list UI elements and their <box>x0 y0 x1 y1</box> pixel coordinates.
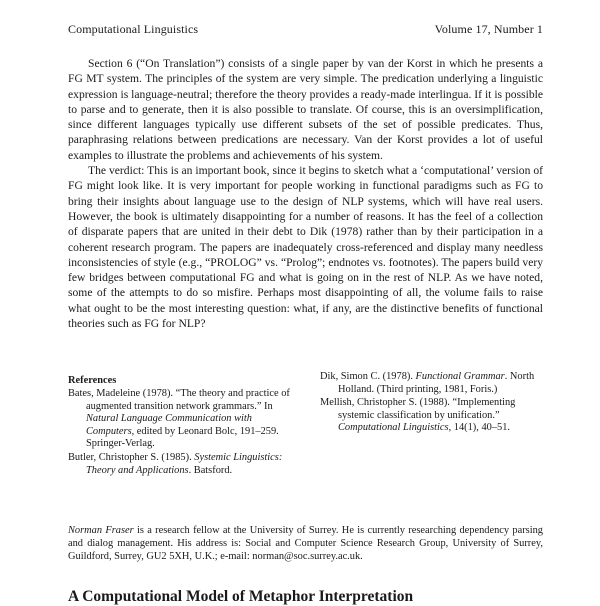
reference-item: Butler, Christopher S. (1985). Systemic Linguistics: Theory and Applications. Batsford. <box>68 451 283 476</box>
references-heading: References <box>68 375 117 386</box>
reference-item: Dik, Simon C. (1978). Functional Grammar. North Holland. (Third printing, 1981, Foris.) <box>320 371 535 395</box>
review-body <box>68 56 543 331</box>
next-article-title: A Computational Model of Metaphor Interpretation <box>68 588 414 605</box>
volume-number: Volume 17, Number 1 <box>434 22 543 36</box>
references-column-right <box>320 371 543 436</box>
running-head <box>68 22 543 36</box>
paragraph-translation-section: Section 6 (“On Translation”) consists of a single paper by van der Korst in which he presents a FG MT system. The principles of the system are very simple. The predication underlying a linguistic expression is language-neutral; therefore the theory provides a ready-made interlingua. If it is possible to parse and to generate, then it is also possible to translate. Of course, this is an oversimplification, since different languages typically use different subsets of the set of possible predicates. Thus, paraphrasing relations between predications are necessary. Van der Korst provides a lot of useful examples to illustrate the problems and achievements of his system. <box>68 57 543 162</box>
author-name: Norman Fraser <box>68 525 134 536</box>
journal-name: Computational Linguistics <box>68 22 199 36</box>
author-note-text: is a research fellow at the University of Surrey. He is currently researching dependency parsing and dialog management. His address is: Social and Computer Science Research Group, University of Surrey, Guildford, Surrey, GU2 5XH, U.K.; e-mail: norman@soc.surrey.ac.uk. <box>68 525 544 563</box>
reference-item: Mellish, Christopher S. (1988). “Implementing systemic classification by unification.” Computational Linguistics, 14(1), 40–51. <box>320 397 516 434</box>
author-note <box>68 524 543 564</box>
reference-item: Bates, Madeleine (1978). “The theory and practice of augmented transition network grammars.” In Natural Language Communication with Computers, edited by Leonard Bolc, 191–259. Springer-Verlag. <box>68 388 290 450</box>
references-column-left <box>68 388 300 478</box>
paragraph-verdict: The verdict: This is an important book, since it begins to sketch what a ‘computational’ version of FG might look like. It is very important for people working in functional paradigms such as FG to bring their insights about language use to the design of NLP systems, which will have real users. However, the book is ultimately disappointing for a number of reasons. It has the feel of a collection of disparate papers that are united in their debt to Dik (1978) rather than by their participation in a coherent research program. The papers are inadequately cross-referenced and display many needless inconsistencies of style (e.g., “PROLOG” vs. “Prolog”; endnotes vs. footnotes). The papers build very few bridges between computational FG and what is going on in the rest of NLP. As we have noted, some of the attempts to do so misfire. Perhaps most disappointing of all, the volume fails to raise what ought to be the most interesting question: what, if any, are the distinctive benefits of functional theories such as FG for NLP? <box>68 164 543 331</box>
